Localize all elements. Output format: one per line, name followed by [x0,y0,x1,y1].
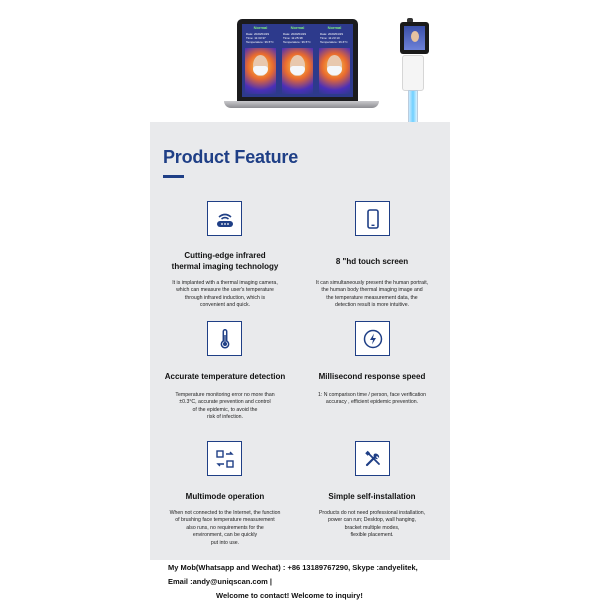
laptop-image [237,19,358,101]
feature-desc: of brushing face temperature measurement [175,517,275,524]
feature-card-installation [302,491,442,540]
feature-desc: put into use. [210,539,240,546]
section-title: Product Feature [163,147,299,167]
laptop-display [242,24,353,97]
feature-desc: flexible placement. [350,532,394,539]
feature-title: Cutting-edge infrared [184,251,266,260]
feature-card-touch-screen [302,256,442,310]
feature-desc: It can simultaneously present the human portrait, [315,280,429,286]
title-underline [163,175,184,178]
feature-desc: detection result is more intuitive. [334,302,410,309]
face-mask [253,66,268,75]
panel-temperature: Temperature: 36.6°C [320,40,348,44]
panel-readout [246,32,275,44]
mode-switch-icon [207,441,242,476]
face-mask [290,66,305,75]
lightning-icon [355,321,390,356]
feature-title: Accurate temperature detection [164,372,286,381]
feature-desc: ±0.3°C, accurate prevention and control [179,399,271,406]
thermometer-icon-glyph [213,327,237,351]
thermal-image [282,48,313,94]
panel-temperature: Temperature: 36.5°C [246,40,274,44]
kiosk-screen-image [400,22,429,54]
tools-icon-glyph [361,447,385,471]
feature-desc: the temperature measurement data, the [326,294,418,301]
feature-desc: power can run; Desktop, wall hanging, [328,517,416,524]
panel-readout [283,32,312,44]
tools-icon [355,441,390,476]
feature-desc: When not connected to the Internet, the function [169,510,281,516]
thermal-image [245,48,276,94]
feature-title: Millisecond response speed [318,372,426,381]
feature-desc: 1: N comparison time / person, face verification [317,392,427,398]
feature-card-response-speed [302,371,442,407]
email-line: Email :andy@uniqscan.com | [168,577,273,586]
wifi-router-icon [207,201,242,236]
panel-status: Normal [290,25,305,30]
panel-temperature: Temperature: 36.5°C [283,40,311,44]
kiosk-display [404,26,425,50]
panel-time: Time: 11:23:10 [320,36,340,40]
camera-panel-3 [316,24,353,97]
face-mask [327,66,342,75]
welcome-line: Welcome to contact! Welcome to inquiry! [216,591,363,600]
feature-title: 8 "hd touch screen [335,257,409,266]
smartphone-icon [355,201,390,236]
wifi-router-icon-glyph [213,207,237,231]
panel-status: Normal [253,25,268,30]
panel-time: Time: 11:33:37 [246,36,266,40]
feature-card-accuracy [155,371,295,422]
feature-desc: accuracy , efficient epidemic prevention. [325,399,419,406]
feature-desc: the human body thermal imaging image and [321,287,423,294]
feature-title: Simple self-installation [328,492,416,501]
panel-date: Date: 2020/04/29 [283,32,307,36]
panel-readout [320,32,349,44]
feature-title: Multimode operation [185,492,265,501]
feature-title: thermal imaging technology [171,262,279,271]
panel-time: Time: 11:25:38 [283,36,303,40]
feature-desc: of the epidemic, to avoid the [192,406,258,413]
kiosk-body [402,55,424,91]
feature-desc: risk of infection. [206,414,244,421]
kiosk-face [411,31,419,42]
feature-desc: which can measure the user's temperature [176,287,274,294]
camera-panel-1 [242,24,279,97]
mode-switch-icon-glyph [213,447,237,471]
feature-desc: convenient and quick. [199,302,251,309]
thermometer-icon [207,321,242,356]
feature-card-multimode [155,491,295,547]
thermal-image [319,48,350,94]
contact-line: My Mob(Whatsapp and Wechat) : +86 13189767290, Skype :andyelitek, [168,563,418,572]
camera-panel-2 [279,24,316,97]
feature-card-infrared [155,250,295,310]
feature-desc: Products do not need professional installation, [318,510,426,516]
smartphone-icon-glyph [361,207,385,231]
lightning-icon-glyph [361,327,385,351]
panel-status: Normal [327,25,342,30]
feature-desc: through infrared induction, which is [184,294,266,301]
panel-date: Date: 2020/04/29 [246,32,270,36]
feature-desc: Temperature monitoring error no more than [175,392,275,398]
panel-date: Date: 2020/04/29 [320,32,344,36]
laptop-base [224,101,379,108]
feature-desc: It is implanted with a thermal imaging camera, [172,280,278,286]
feature-desc: bracket multiple modes, [344,524,400,531]
feature-desc: also runs, no requirements for the [186,524,264,531]
feature-desc: environment, can be quickly [192,532,258,539]
